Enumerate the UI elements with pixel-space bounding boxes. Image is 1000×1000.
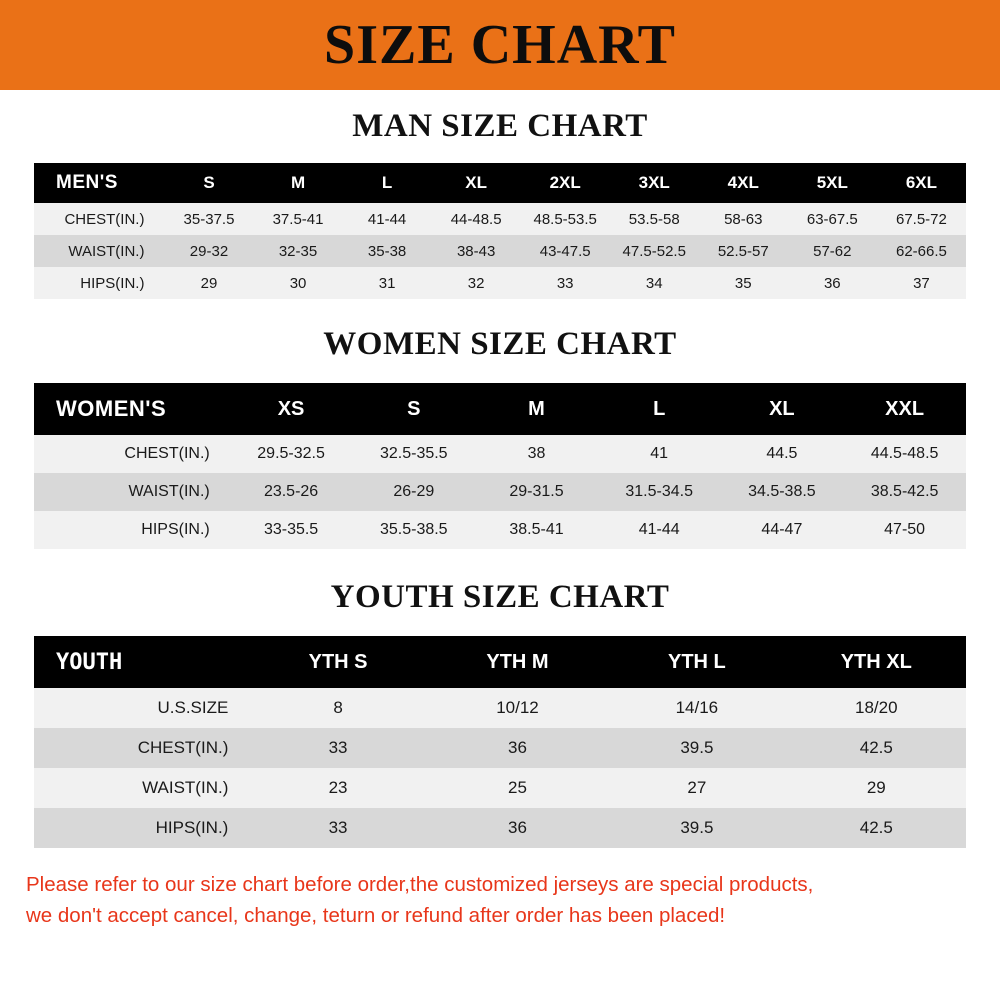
women-cell: 47-50 [884,521,926,538]
men-cell: 48.5-53.5 [533,210,597,228]
youth-row-label: CHEST(IN.) [137,738,229,757]
men-size-table [34,163,966,299]
men-cell: 63-67.5 [806,210,858,228]
men-header-size: 4XL [727,173,759,192]
men-header-size: 6XL [905,173,938,192]
table-row [34,808,966,848]
women-cell: 44.5-48.5 [870,445,939,462]
youth-header-label: YOUTH [56,649,123,675]
table-row [34,203,966,235]
men-section-title: MAN SIZE CHART [352,108,648,144]
men-cell: 37.5-41 [272,210,324,228]
men-cell: 44-48.5 [450,210,502,228]
women-section [0,299,1000,549]
footer-note-line-1: Please refer to our size chart before order,the customized jerseys are special products, [26,873,814,896]
youth-cell: 10/12 [496,698,539,717]
men-cell: 35-38 [367,242,407,260]
men-section [0,90,1000,299]
youth-cell: 29 [866,778,886,797]
men-cell: 36 [823,274,841,292]
men-cell: 38-43 [456,242,496,260]
youth-section-title: YOUTH SIZE CHART [330,579,670,615]
women-size-table [34,383,966,549]
header-banner [0,0,1000,90]
men-cell: 34 [645,274,663,292]
women-cell: 44-47 [761,521,803,538]
men-header-size: 3XL [638,173,670,192]
men-cell: 41-44 [367,210,407,228]
youth-cell: 23 [328,778,348,797]
men-cell: 47.5-52.5 [622,242,686,260]
youth-row-label: HIPS(IN.) [155,818,229,837]
youth-cell: 36 [508,818,527,837]
youth-header-size: YTH L [667,650,726,673]
youth-cell: 39.5 [680,738,714,757]
men-cell: 35 [734,274,752,292]
men-cell: 57-62 [813,242,852,260]
women-cell: 26-29 [393,483,435,500]
women-cell: 38.5-41 [509,521,564,538]
men-header-size: S [203,173,215,192]
men-cell: 31 [378,274,396,292]
men-header-row [34,163,966,203]
women-cell: 32.5-35.5 [379,445,448,462]
men-cell: 53.5-58 [628,210,680,228]
women-cell: 35.5-38.5 [379,521,448,538]
women-row-label: WAIST(IN.) [128,483,210,500]
men-cell: 43-47.5 [539,242,591,260]
table-row [34,768,966,808]
women-cell: 44.5 [766,445,798,462]
women-cell: 31.5-34.5 [625,483,693,500]
table-row [34,435,966,473]
men-row-label: HIPS(IN.) [80,274,145,292]
table-row [34,728,966,768]
men-header-size: L [381,173,393,192]
women-section-title: WOMEN SIZE CHART [323,326,677,362]
footer-note-line-2: we don't accept cancel, change, teturn or refund after order has been placed! [26,903,726,927]
women-row-label: HIPS(IN.) [141,521,210,538]
women-cell: 41-44 [638,521,680,538]
table-row [34,267,966,299]
youth-cell: 33 [328,738,348,757]
men-cell: 29 [200,274,218,292]
men-cell: 52.5-57 [717,242,769,260]
women-cell: 33-35.5 [263,521,319,538]
men-cell: 32 [467,274,485,292]
men-header-size: M [290,173,306,192]
men-cell: 29-32 [189,242,229,260]
youth-row-label: U.S.SIZE [157,698,229,717]
page-title: SIZE CHART [324,14,676,76]
women-header-size: L [653,397,666,420]
men-cell: 33 [556,274,574,292]
youth-header-size: YTH XL [840,650,912,673]
women-cell: 34.5-38.5 [748,483,816,500]
women-cell: 29.5-32.5 [257,445,325,462]
men-header-size: 2XL [549,173,581,192]
women-header-label: WOMEN'S [56,396,167,421]
men-cell: 35-37.5 [183,210,235,228]
youth-cell: 14/16 [675,698,719,717]
men-header-size: 5XL [816,173,848,192]
men-cell: 37 [913,274,930,292]
youth-size-table [34,636,966,848]
youth-row-label: WAIST(IN.) [142,778,229,797]
youth-cell: 36 [508,738,527,757]
men-cell: 32-35 [278,242,318,260]
youth-header-row [34,636,966,688]
youth-cell: 8 [333,698,343,717]
men-header-label: MEN'S [56,172,118,193]
women-cell: 29-31.5 [509,483,564,500]
women-header-size: S [407,397,421,420]
women-cell: 38 [527,445,546,462]
table-row [34,511,966,549]
women-cell: 23.5-26 [263,483,319,500]
footer-note [0,870,1000,932]
women-cell: 41 [650,445,669,462]
men-cell: 30 [289,274,307,292]
table-row [34,688,966,728]
youth-cell: 27 [687,778,707,797]
men-cell: 67.5-72 [895,210,947,228]
youth-cell: 42.5 [859,738,893,757]
youth-cell: 25 [508,778,527,797]
men-row-label: WAIST(IN.) [68,242,145,260]
men-cell: 58-63 [724,210,763,228]
men-cell: 62-66.5 [895,242,947,260]
men-row-label: CHEST(IN.) [64,210,145,228]
table-row [34,235,966,267]
youth-cell: 33 [328,818,348,837]
women-header-row [34,383,966,435]
men-header-size: XL [465,173,487,192]
women-row-label: CHEST(IN.) [124,445,210,462]
women-header-size: M [528,397,545,420]
women-header-size: XL [769,397,795,420]
youth-header-size: YTH S [308,650,368,673]
women-cell: 38.5-42.5 [870,483,939,500]
women-header-size: XXL [885,397,925,420]
youth-cell: 18/20 [855,698,898,717]
women-header-size: XS [277,397,305,420]
youth-section [0,549,1000,848]
youth-cell: 42.5 [859,818,893,837]
table-row [34,473,966,511]
youth-header-size: YTH M [486,650,549,673]
youth-cell: 39.5 [680,818,714,837]
